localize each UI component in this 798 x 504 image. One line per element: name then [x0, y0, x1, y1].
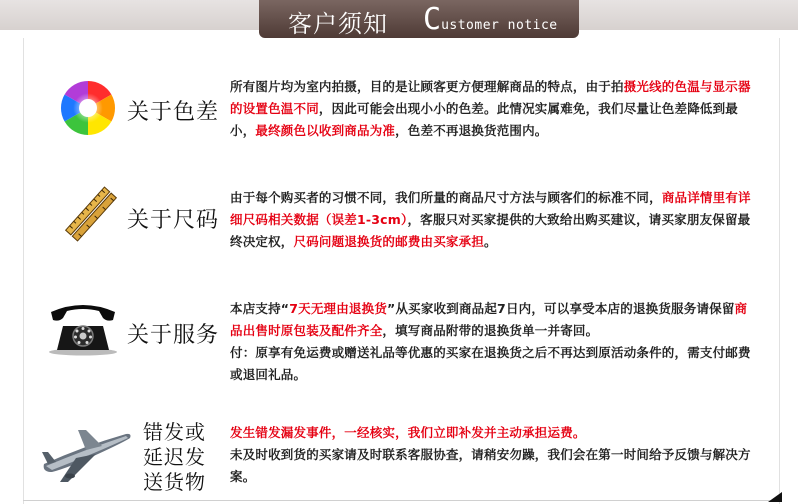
highlight-text: 商品详情里有详细尺码相关数据（误差1-3cm）	[230, 190, 751, 227]
subtitle-initial: C	[423, 2, 442, 37]
section-title: 错发或 延迟发 送货物	[143, 420, 206, 494]
text-segment: ，因此可能会出现小小的色差。此情况实属难免，我们尽量让色差降低到最小，	[230, 101, 739, 138]
section-title: 关于服务	[127, 323, 220, 348]
highlight-text: 发生错发漏发事件，一经核实，我们立即补发并主动承担运费。	[230, 425, 586, 440]
section-text	[230, 298, 755, 386]
text-segment: 由于每个购买者的习惯不同，我们所量的商品尺寸方法与顾客们的标准不同，	[230, 190, 662, 205]
section-text	[230, 187, 755, 253]
text-segment: 所有图片均为室内拍摄，目的是让顾客更方便理解商品的特点，由于拍	[230, 79, 624, 94]
highlight-text: 尺码问题退换货的邮费由买家承担	[293, 234, 485, 249]
text-segment: 。	[484, 234, 497, 249]
page-subtitle	[423, 2, 558, 37]
service-note: 付：原享有免运费或赠送礼品等优惠的买家在退换货之后不再达到原活动条件的，需支付邮费或退回礼品。	[230, 345, 751, 382]
color-wheel-icon	[60, 80, 116, 136]
airplane-icon	[38, 422, 134, 486]
text-segment: 本店支持“	[230, 301, 290, 316]
text-segment: ”从买家收到商品起7日内，可以享受本店的退换货服务请保留	[387, 301, 735, 316]
section-text	[230, 76, 755, 142]
tape-measure-icon	[60, 182, 122, 246]
text-segment: ，客服只对买家提供的大致给出购买建议，请买家朋友保留最终决定权，	[230, 212, 751, 249]
page-title: 客户须知	[288, 10, 388, 38]
highlight-text: 商品出售时原包装及配件齐全	[230, 301, 748, 338]
highlight-text: 最终颜色以收到商品为准	[255, 123, 396, 138]
highlight-text: 摄光线的色温与显示器的设置色温不同	[230, 79, 751, 116]
highlight-text: 7天无理由退换货	[289, 301, 388, 316]
text-segment: 未及时收到货的买家请及时联系客服协查，请稍安勿躁，我们会在第一时间给予反馈与解决方案。	[230, 447, 751, 484]
text-segment: ，色差不再退换货范围内。	[395, 123, 548, 138]
section-text	[230, 422, 755, 488]
frame-left-line	[23, 38, 24, 504]
section-title: 关于尺码	[127, 208, 220, 233]
subtitle-rest: ustomer notice	[441, 18, 558, 33]
telephone-icon	[47, 296, 119, 356]
bottom-divider	[23, 500, 779, 501]
section-title: 关于色差	[127, 100, 220, 125]
header	[0, 0, 798, 38]
text-segment: ，填写商品附带的退换货单一并寄回。	[382, 323, 599, 338]
frame-right-line	[779, 38, 780, 504]
